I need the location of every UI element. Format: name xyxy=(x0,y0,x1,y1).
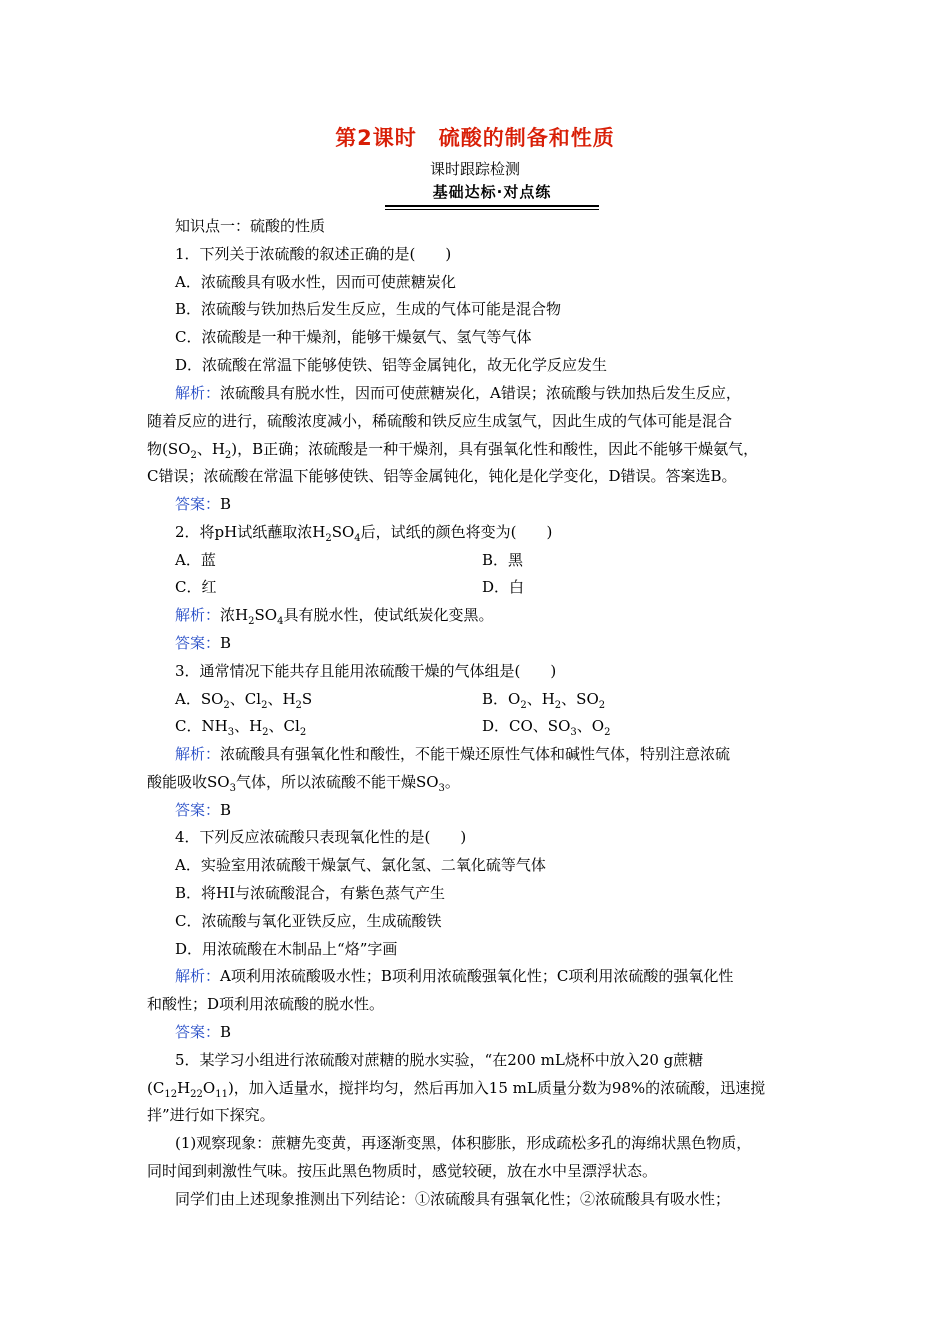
q2-stem-b: SO xyxy=(331,523,355,541)
subscript: 2 xyxy=(262,727,269,738)
q1-answer xyxy=(175,494,231,514)
q1-explanation-line-4: C错误；浓硫酸在常温下能够使铁、铝等金属钝化，钝化是化学变化，D错误。答案选B。 xyxy=(147,467,737,485)
subscript: 2 xyxy=(598,700,606,711)
section-heading: 知识点一：硫酸的性质 xyxy=(175,217,326,235)
q3-option-c xyxy=(175,716,306,736)
subscript: 2 xyxy=(261,700,268,711)
subscript: 11 xyxy=(215,1089,228,1100)
q1-explanation-line-1 xyxy=(175,383,741,403)
q5-line2c: O xyxy=(202,1079,216,1097)
q3-explanation-line-2 xyxy=(147,772,460,792)
q4-explanation-line-1 xyxy=(175,966,733,986)
q4-exp1: A项利用浓硫酸吸水性；B项利用浓硫酸强氧化性；C项利用浓硫酸的强氧化性 xyxy=(220,967,734,985)
q4-answer-label: 答案： xyxy=(175,1023,221,1041)
q3-answer xyxy=(175,800,231,820)
q1-explanation-line-2: 随着反应的进行，硫酸浓度减小，稀硫酸和铁反应生成氢气，因此生成的气体可能是混合 xyxy=(147,412,733,430)
q1-option-a: A．浓硫酸具有吸水性，因而可使蔗糖炭化 xyxy=(175,273,456,291)
q3-c-1: 、H xyxy=(234,717,263,735)
q2-stem-c: 后，试纸的颜色将变为( ) xyxy=(360,523,553,541)
subscript: 2 xyxy=(325,533,332,544)
q2-option-d: D．白 xyxy=(482,578,525,596)
subscript: 2 xyxy=(295,700,302,711)
q3-option-b xyxy=(482,689,605,709)
q3-a-0: A．SO xyxy=(175,690,224,708)
q1-exp1: 浓硫酸具有脱水性，因而可使蔗糖炭化，A错误；浓硫酸与铁加热后发生反应， xyxy=(220,384,741,402)
q3-b-0: B．O xyxy=(482,690,521,708)
badge-label: 基础达标·对点练 xyxy=(432,183,552,201)
q5-line2b: H xyxy=(177,1079,191,1097)
q2-exp-c: 具有脱水性，使试纸炭化变黑。 xyxy=(283,606,494,624)
q2-answer-value: B xyxy=(220,634,232,652)
subscript: 22 xyxy=(190,1089,203,1100)
subscript: 3 xyxy=(227,727,235,738)
q1-explanation-label: 解析： xyxy=(175,384,221,402)
subscript: 4 xyxy=(354,533,361,544)
q2-stem-a: 2．将pH试纸蘸取浓H xyxy=(175,523,326,541)
q1-explanation-line-3 xyxy=(147,439,758,459)
q3-exp2a: 酸能吸收SO xyxy=(147,773,230,791)
q4-option-b: B．将HI与浓硫酸混合，有紫色蒸气产生 xyxy=(175,884,446,902)
subscript: 3 xyxy=(438,783,445,794)
q5-line2d: )，加入适量水，搅拌均匀，然后再加入15 mL质量分数为98%的浓硫酸，迅速搅 xyxy=(227,1079,766,1097)
q5-line-1: 5．某学习小组进行浓硫酸对蔗糖的脱水实验，“在200 mL烧杯中放入20 g蔗糖 xyxy=(175,1051,704,1069)
q5-line-3: 拌”进行如下探究。 xyxy=(147,1106,275,1124)
q3-a-3: S xyxy=(301,690,313,708)
q2-stem xyxy=(175,522,552,542)
subscript: 2 xyxy=(224,450,232,461)
q3-b-2: 、SO xyxy=(561,690,599,708)
q3-option-d xyxy=(482,716,610,736)
q2-answer-label: 答案： xyxy=(175,634,221,652)
q4-option-c: C．浓硫酸与氧化亚铁反应，生成硫酸铁 xyxy=(175,912,442,930)
subscript: 2 xyxy=(248,616,255,627)
subscript: 2 xyxy=(554,700,562,711)
q1-option-d: D．浓硫酸在常温下能够使铁、铝等金属钝化，故无化学反应发生 xyxy=(175,356,608,374)
q3-a-1: 、Cl xyxy=(229,690,262,708)
q1-exp3b: 、H xyxy=(196,440,225,458)
q3-exp2c: 。 xyxy=(444,773,460,791)
badge-rule-thick xyxy=(385,205,599,207)
subscript: 2 xyxy=(223,700,230,711)
subscript: 4 xyxy=(277,616,284,627)
subscript: 3 xyxy=(229,783,236,794)
subscript: 2 xyxy=(604,727,611,738)
q3-a-2: 、H xyxy=(267,690,296,708)
q3-explanation-line-1 xyxy=(175,744,730,764)
page-subtitle: 课时跟踪检测 xyxy=(429,160,520,178)
q2-option-a: A．蓝 xyxy=(175,551,216,569)
q3-explanation-label: 解析： xyxy=(175,745,221,763)
q4-answer-value: B xyxy=(220,1023,232,1041)
q3-c-2: 、Cl xyxy=(268,717,300,735)
q3-exp1: 浓硫酸具有强氧化性和酸性，不能干燥还原性气体和碱性气体，特别注意浓硫 xyxy=(220,745,731,763)
q4-answer xyxy=(175,1022,231,1042)
subscript: 2 xyxy=(299,727,307,738)
q3-c-0: C．NH xyxy=(175,717,228,735)
q1-answer-value: B xyxy=(220,495,232,513)
section-badge xyxy=(385,180,599,210)
subscript: 12 xyxy=(164,1089,178,1100)
q2-explanation xyxy=(175,605,493,625)
q4-option-d: D．用浓硫酸在木制品上“烙”字画 xyxy=(175,940,398,958)
q3-exp2b: 气体，所以浓硫酸不能干燥SO xyxy=(235,773,439,791)
q1-option-b: B．浓硫酸与铁加热后发生反应，生成的气体可能是混合物 xyxy=(175,300,562,318)
q1-exp3a: 物(SO xyxy=(147,440,191,458)
q3-d-0: D．CO、SO xyxy=(482,717,571,735)
q2-exp-b: SO xyxy=(254,606,278,624)
q3-b-1: 、H xyxy=(526,690,555,708)
q5-paragraph-2: 同时闻到刺激性气味。按压此黑色物质时，感觉较硬，放在水中呈漂浮状态。 xyxy=(147,1162,658,1180)
q3-d-1: 、O xyxy=(576,717,605,735)
q3-stem: 3．通常情况下能共存且能用浓硫酸干燥的气体组是( ) xyxy=(175,662,557,680)
q3-answer-value: B xyxy=(220,801,232,819)
q5-paragraph-1: (1)观察现象：蔗糖先变黄，再逐渐变黑，体积膨胀，形成疏松多孔的海绵状黑色物质， xyxy=(175,1134,752,1152)
q4-stem: 4．下列反应浓硫酸只表现氧化性的是( ) xyxy=(175,828,467,846)
q1-answer-label: 答案： xyxy=(175,495,221,513)
q4-explanation-label: 解析： xyxy=(175,967,221,985)
q5-line2a: (C xyxy=(147,1079,165,1097)
q2-exp-a: 浓H xyxy=(220,606,249,624)
q2-answer xyxy=(175,633,231,653)
page-title: 第2课时 硫酸的制备和性质 xyxy=(335,126,615,150)
q3-option-a xyxy=(175,689,312,709)
subscript: 3 xyxy=(570,727,577,738)
q2-explanation-label: 解析： xyxy=(175,606,221,624)
q1-stem: 1．下列关于浓硫酸的叙述正确的是( ) xyxy=(175,245,452,263)
badge-rule-thin xyxy=(385,209,599,210)
q2-option-b: B．黑 xyxy=(482,551,524,569)
subscript: 2 xyxy=(520,700,527,711)
q4-option-a: A．实验室用浓硫酸干燥氯气、氯化氢、二氧化硫等气体 xyxy=(175,856,546,874)
q5-line-2 xyxy=(147,1078,765,1098)
q2-option-c: C．红 xyxy=(175,578,217,596)
q1-exp3c: )，B正确；浓硫酸是一种干燥剂，具有强氧化性和酸性，因此不能够干燥氨气， xyxy=(231,440,759,458)
q3-answer-label: 答案： xyxy=(175,801,221,819)
q4-explanation-line-2: 和酸性；D项利用浓硫酸的脱水性。 xyxy=(147,995,385,1013)
q5-paragraph-3: 同学们由上述现象推测出下列结论：①浓硫酸具有强氧化性；②浓硫酸具有吸水性； xyxy=(175,1190,731,1208)
q1-option-c: C．浓硫酸是一种干燥剂，能够干燥氨气、氢气等气体 xyxy=(175,328,532,346)
subscript: 2 xyxy=(190,450,197,461)
